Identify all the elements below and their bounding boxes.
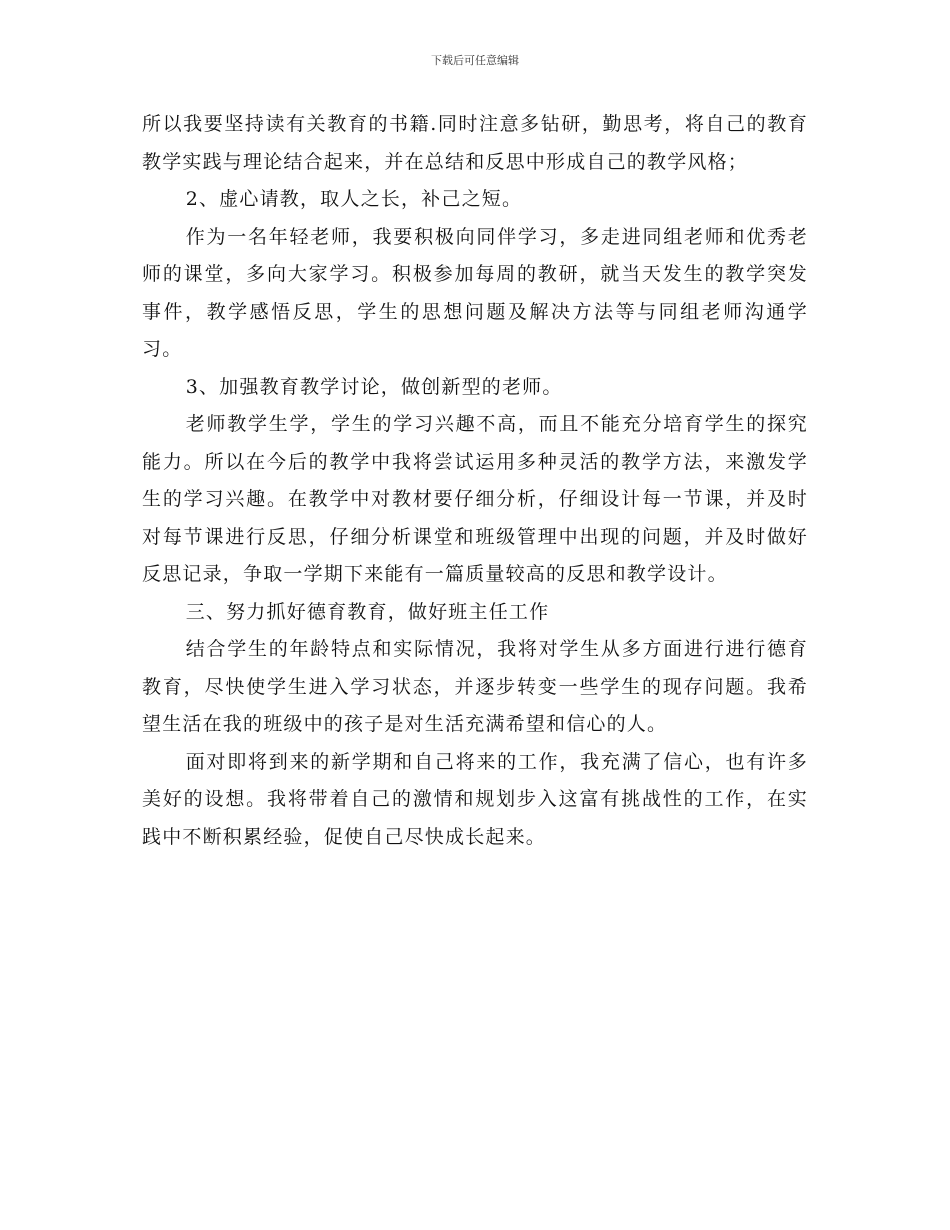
paragraph-1: 所以我要坚持读有关教育的书籍.同时注意多钻研，勤思考，将自己的教育教学实践与理论结合起来，并在总结和反思中形成自己的教学风格； xyxy=(142,113,808,173)
paragraph-3: 作为一名年轻老师，我要积极向同伴学习，多走进同组老师和优秀老师的课堂，多向大家学习。积极参加每周的教研，就当天发生的教学突发事件，教学感悟反思，学生的思想问题及解决方法等与同组老师沟通学习。 xyxy=(142,225,808,360)
paragraph-8: 面对即将到来的新学期和自己将来的工作，我充满了信心，也有许多美好的设想。我将带着自己的激情和规划步入这富有挑战性的工作，在实践中不断积累经验，促使自己尽快成长起来。 xyxy=(142,750,808,848)
paragraph-5: 老师教学生学，学生的学习兴趣不高，而且不能充分培育学生的探究能力。所以在今后的教学中我将尝试运用多种灵活的教学方法，来激发学生的学习兴趣。在教学中对教材要仔细分析，仔细设计每一节课，并及时对每节课进行反思，仔细分析课堂和班级管理中出现的问题，并及时做好反思记录，争取一学期下来能有一篇质量较高的反思和教学设计。 xyxy=(142,413,808,585)
paragraph-4: 3、加强教育教学讨论，做创新型的老师。 xyxy=(185,375,563,398)
page-header: 下载后可任意编辑 xyxy=(431,54,519,67)
paragraph-2: 2、虚心请教，取人之长，补己之短。 xyxy=(185,188,523,210)
paragraph-6: 三、努力抓好德育教育，做好班主任工作 xyxy=(185,600,550,623)
paragraph-7: 结合学生的年龄特点和实际情况，我将对学生从多方面进行进行德育教育，尽快使学生进入学习状态，并逐步转变一些学生的现存问题。我希望生活在我的班级中的孩子是对生活充满希望和信心的人。 xyxy=(142,638,808,735)
document-body xyxy=(142,106,808,856)
